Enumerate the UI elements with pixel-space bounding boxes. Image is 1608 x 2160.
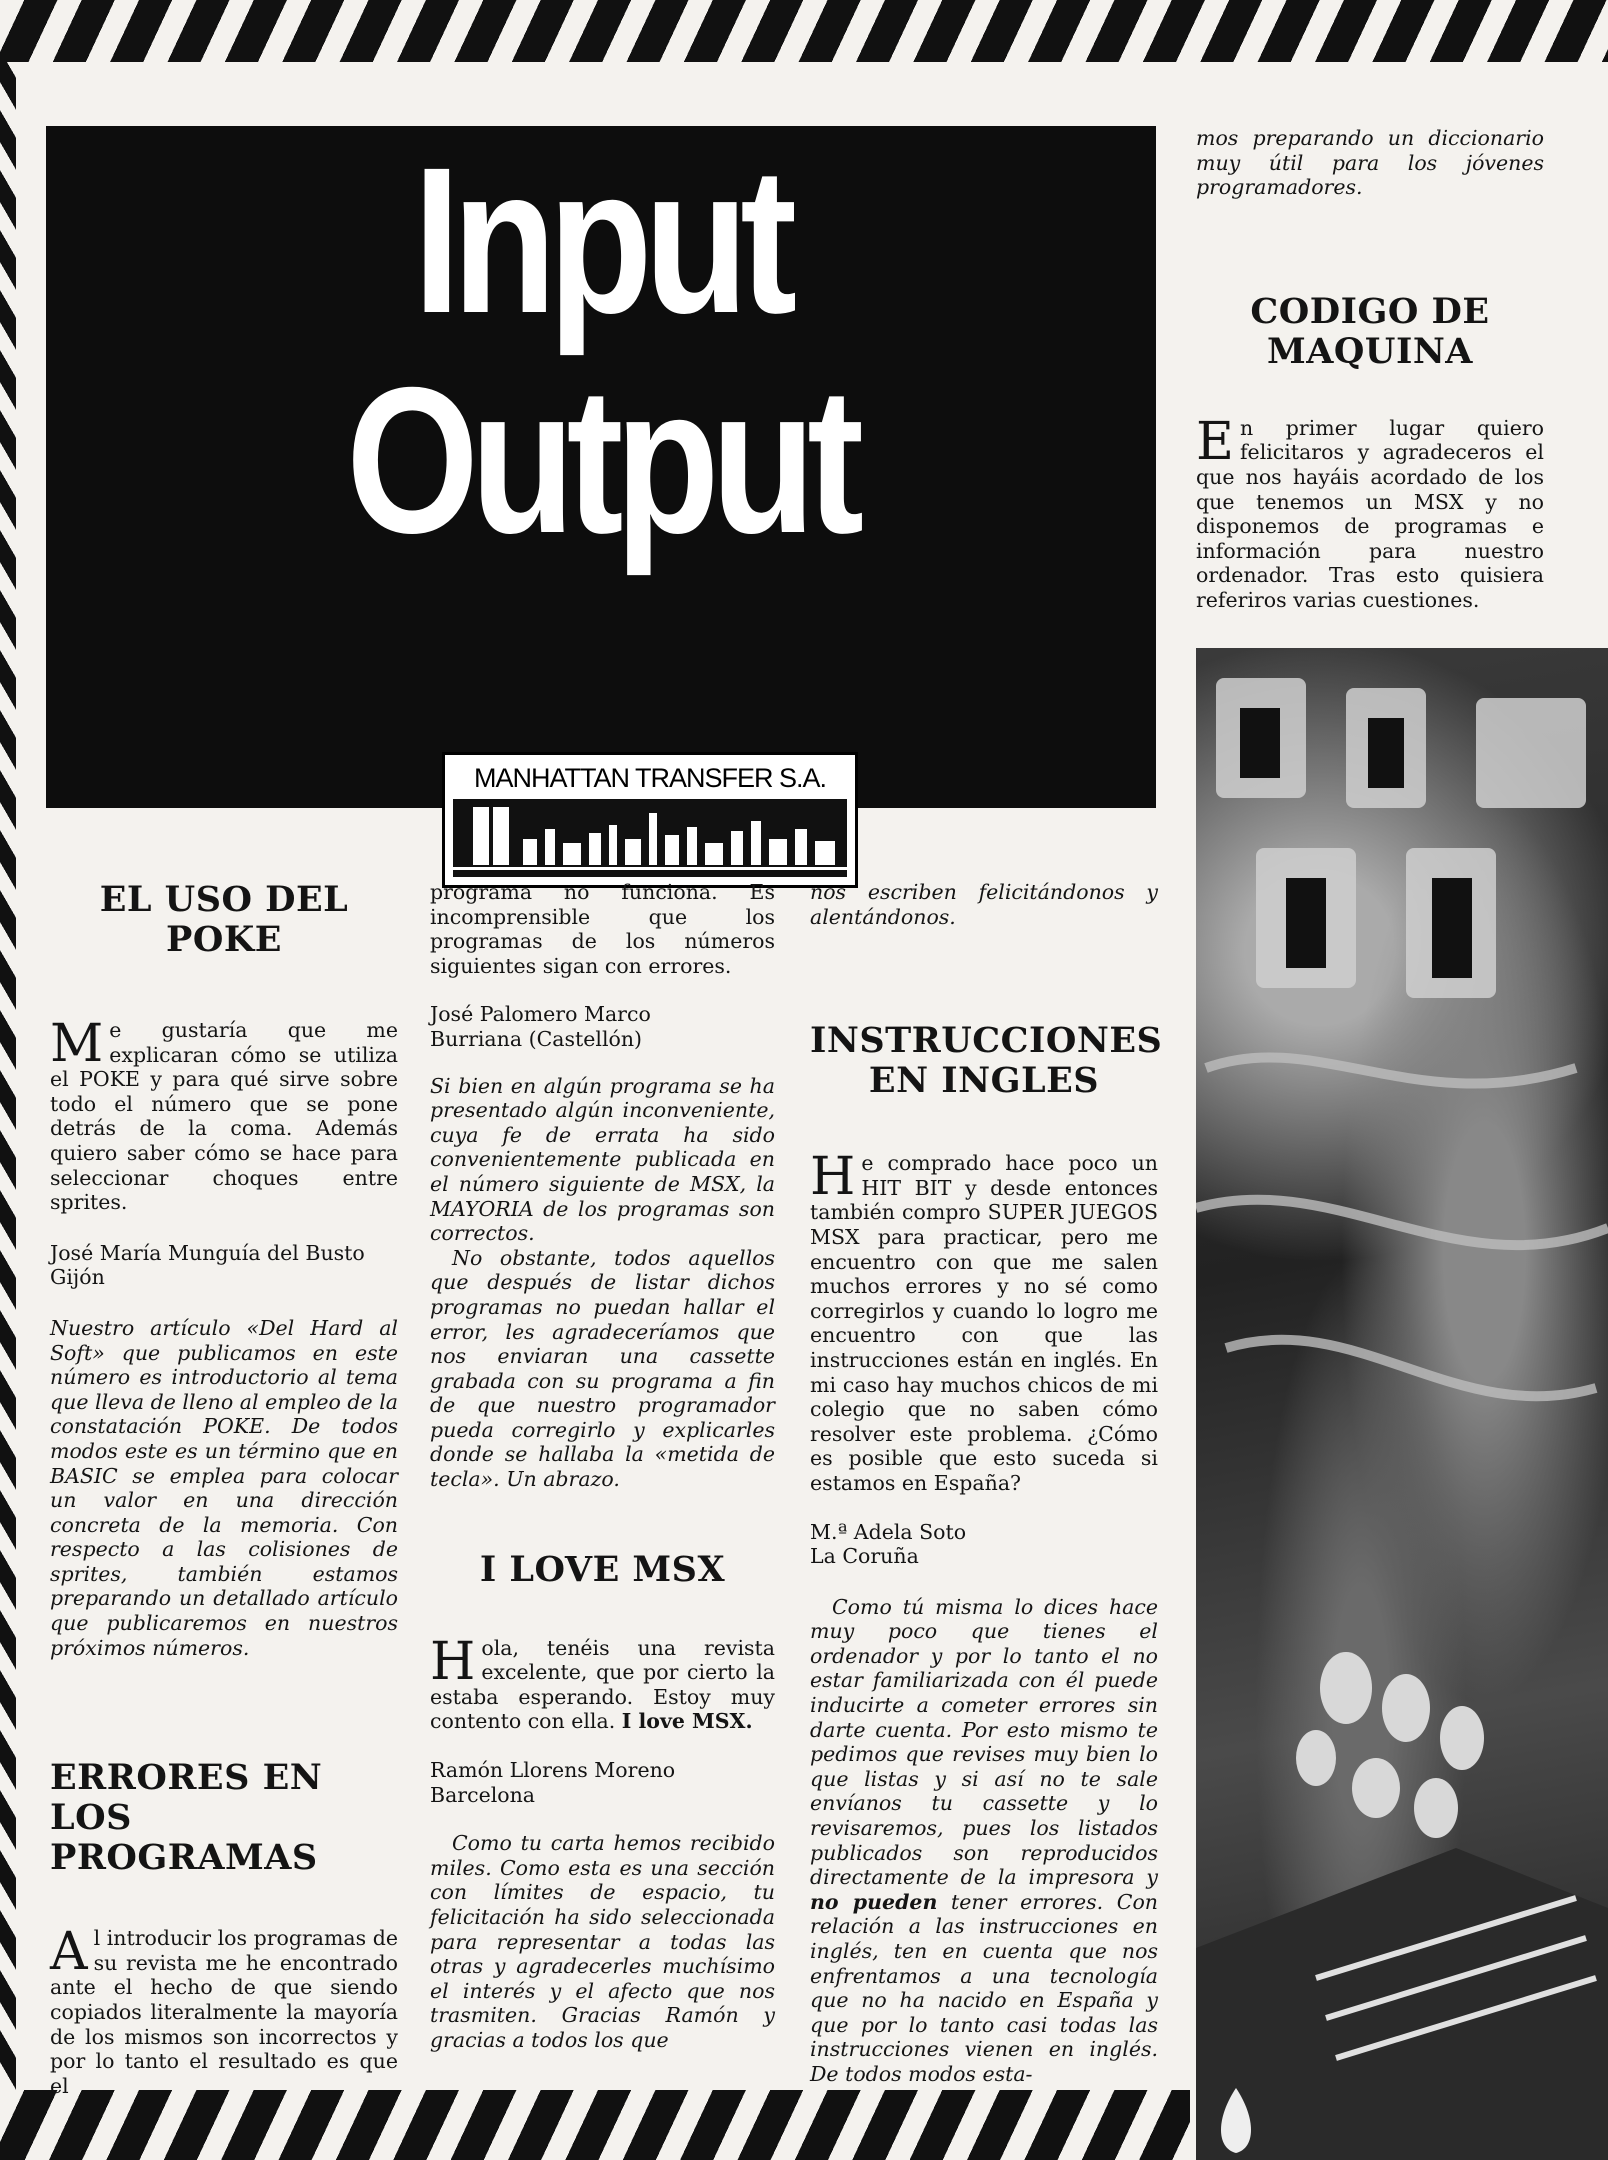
reply-continuation: nos escriben felicitándonos y alentándonos.	[810, 880, 1158, 929]
dragon-illustration	[1196, 648, 1608, 2160]
signature-city: Gijón	[50, 1265, 105, 1290]
reply-instrucciones	[810, 1595, 1158, 2087]
column-3	[810, 880, 1163, 2087]
skyline-icon	[453, 799, 847, 877]
signature-city: Barcelona	[430, 1782, 536, 1807]
heading-el-uso-del-poke: EL USO DEL POKE	[99, 879, 349, 960]
letter-text: l introducir los programas de su revista me he encontrado ante el hecho de que siendo copiados literalmente la mayoría de los mismos son incorrectos y por lo tanto el resultado es que el	[50, 1926, 398, 2098]
letter-text: e gustaría que me explicaran cómo se utiliza el POKE y para qué sirve sobre todo el número que se pone detrás de la coma. Además quiero saber cómo se hace para seleccionar choques entre sprites.	[50, 1018, 398, 1215]
reply-diccionario: mos preparando un diccionario muy útil para los jóvenes programadores.	[1196, 126, 1544, 200]
letter-codigo	[1196, 411, 1544, 613]
heading-i-love-msx: I LOVE MSX	[479, 1548, 726, 1590]
header-banner	[46, 126, 1156, 808]
signature-city: Burriana (Castellón)	[430, 1026, 643, 1051]
reply-i-love-msx: Como tu carta hemos recibido miles. Como esta es una sección con límites de espacio, tu felicitación ha sido seleccionada para representar a todas las otras y agradecerles muchísimo el interés y el afecto que nos trasmiten. Gracias Ramón y gracias a todos los que	[430, 1831, 775, 2052]
letter-bold: I love MSX.	[621, 1709, 753, 1734]
letter-text: ola, tenéis una revista excelente, que por cierto la estaba esperando. Estoy muy contento con ella.	[430, 1635, 775, 1734]
drop-cap: E	[1196, 411, 1234, 472]
title-input: Input	[413, 125, 789, 357]
top-hazard-stripe	[0, 0, 1608, 62]
letter-text: e comprado hace poco un HIT BIT y desde entonces también compro SUPER JUEGOS MSX para practicar, pero me encuentro con que me salen muchos errores y no sé como corregirlos y cuando lo logro me encuentro con que las instrucciones están en inglés. En mi caso hay muchos chicos de mi colegio que no saben cómo resolver este problema. ¿Cómo es posible que esto suceda si estamos en España?	[810, 1151, 1158, 1495]
manhattan-transfer-logo	[442, 752, 858, 888]
letter-errores	[50, 1922, 398, 2098]
heading-errores: ERRORES EN LOS PROGRAMAS	[50, 1757, 323, 1879]
drop-cap: H	[810, 1147, 856, 1208]
bottom-hazard-stripe	[0, 2090, 1190, 2160]
dragon-artwork-icon	[1196, 648, 1608, 2160]
drop-cap: M	[50, 1014, 104, 1074]
reply-text: tener errores. Con relación a las instrucciones en inglés, ten en cuenta que nos enfrentamos a una tecnología que no ha nacido en España y que por lo tanto casi todas las instrucciones vienen en inglés. De todos modos esta-	[810, 1889, 1158, 2086]
signature-name: José María Munguía del Busto	[50, 1240, 365, 1265]
reply-poke: Nuestro artículo «Del Hard al Soft» que publicamos en este número es introductorio al tema que lleva de lleno al empleo de la constatación POKE. De todos modos este es un término que en BASIC se emplea para colocar un valor en una dirección concreta de la memoria. Con respecto a las colisiones de sprites, también estamos preparando un detallado artículo que publicaremos en nuestros próximos números.	[50, 1315, 398, 1660]
letter-instrucciones	[810, 1147, 1158, 1495]
reply-text: Como tú misma lo dices hace muy poco que tienes el ordenador y por lo tanto el no estar familiarizada con él puede inducirte a cometer errores sin darte cuenta. Por esto mismo te pedimos que revises muy bien lo que listas y si así no te sale envíanos tu cassette y lo revisaremos, pues los listados publicados son reproducidos directamente de la impresora y	[810, 1594, 1158, 1890]
drop-cap: H	[430, 1631, 476, 1692]
reply-bold: no pueden	[810, 1889, 938, 1914]
signature-name: José Palomero Marco	[430, 1002, 651, 1027]
column-4	[1196, 126, 1544, 613]
reply-errores-2: No obstante, todos aquellos que después de listar dichos programas no puedan hallar el error, les agradeceríamos que nos enviaran una cassette grabada con su programa a fin de que nuestro programador pueda corregirlo y explicarles donde se hallaba la «metida de tecla». Un abrazo.	[430, 1245, 775, 1492]
letter-poke	[50, 1014, 398, 1215]
letter-text: n primer lugar quiero felicitaros y agradeceros el que nos hayáis acordado de los que tenemos un MSX y no disponemos de programas e información para nuestro ordenador. Tras esto quisiera referiros varias cuestiones.	[1196, 415, 1544, 612]
drop-cap: A	[50, 1922, 88, 1983]
reply-errores-1: Si bien en algún programa se ha presentado algún inconveniente, cuya fe de errata ha sido convenientemente publicada en el número siguiente de MSX, la MAYORIA de los programas son correctos.	[430, 1073, 775, 1246]
heading-codigo-de-maquina: CODIGO DE MAQUINA	[1250, 290, 1490, 372]
signature-name: Ramón Llorens Moreno	[430, 1758, 676, 1783]
letter-i-love-msx	[430, 1631, 775, 1734]
heading-instrucciones: INSTRUCCIONES EN INGLES	[810, 1020, 1163, 1102]
letter-errores-cont: programa no funciona. Es incomprensible que los programas de los números siguientes sigan con errores.	[430, 880, 775, 978]
column-2	[430, 880, 775, 2053]
column-1	[50, 880, 398, 2098]
left-hazard-stripe	[0, 62, 16, 2090]
signature-name: M.ª Adela Soto	[810, 1519, 967, 1544]
signature-city: La Coruña	[810, 1544, 919, 1569]
title-output: Output	[346, 345, 856, 577]
logo-text: MANHATTAN TRANSFER S.A.	[473, 763, 827, 793]
